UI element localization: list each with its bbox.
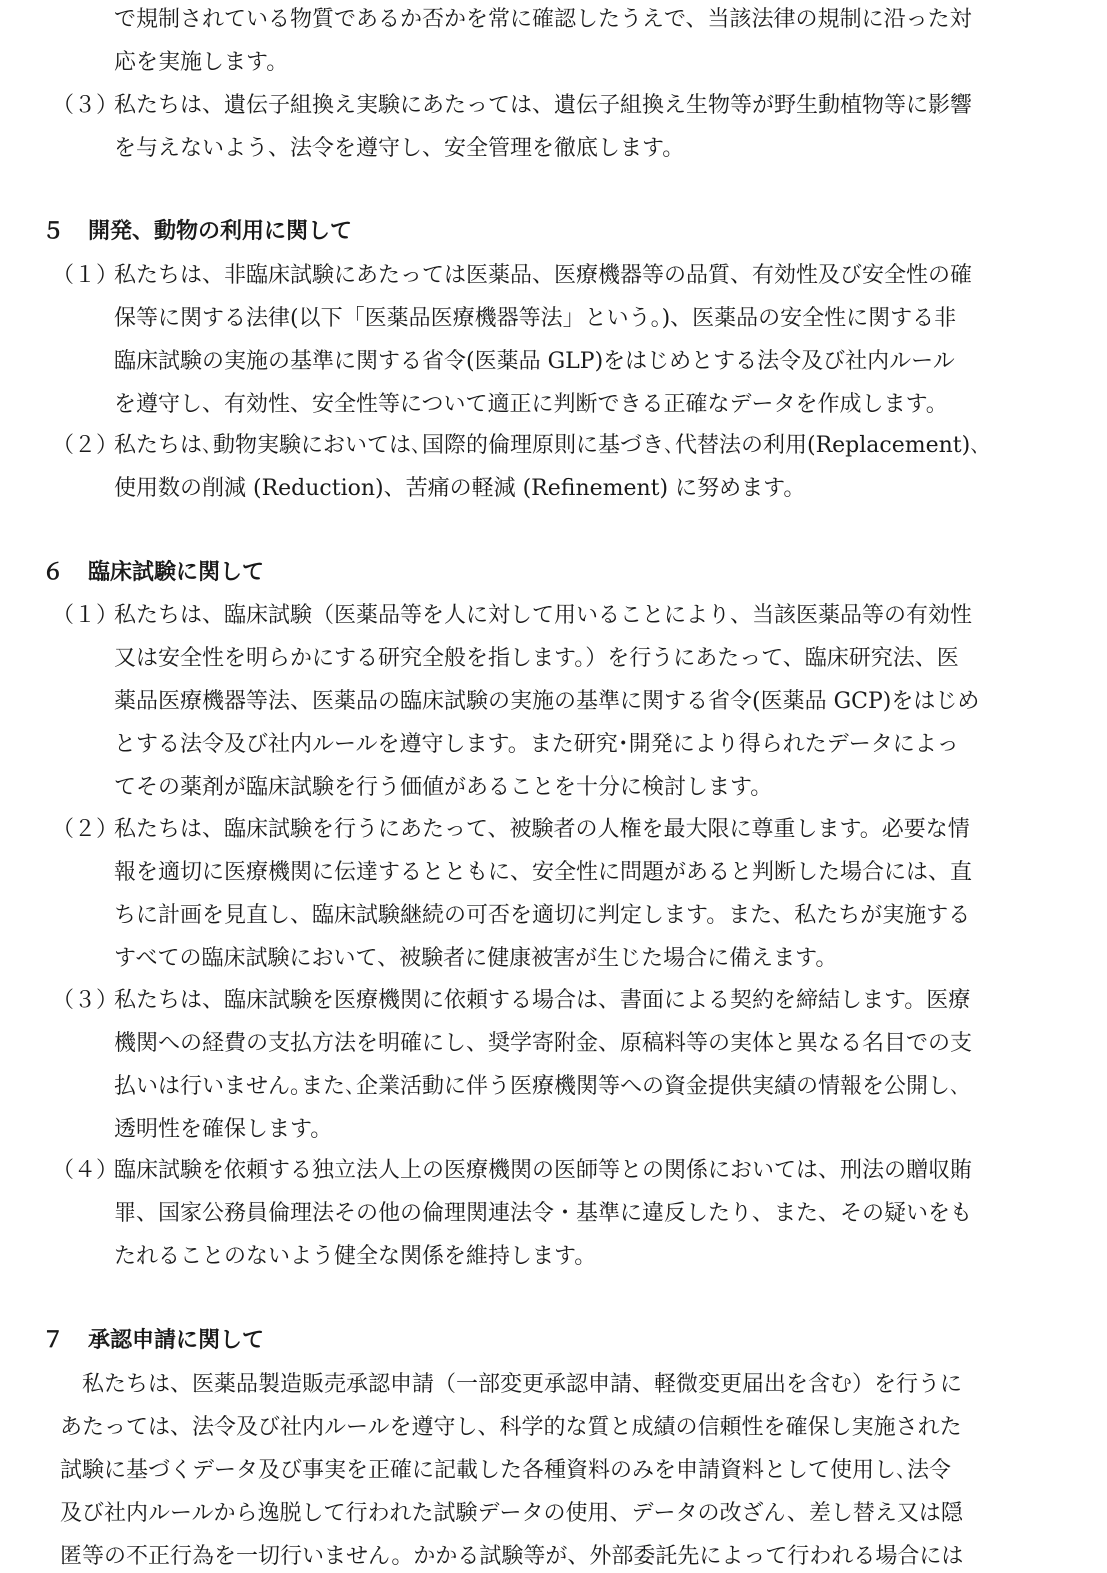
item-marker: （３） xyxy=(52,988,119,1013)
section-heading xyxy=(42,217,352,247)
body-paragraph xyxy=(60,1363,1075,1573)
text-line: 応を実施します。 xyxy=(114,50,289,75)
text-line: 私たちは、臨床試験を行うにあたって、被験者の人権を最大限に尊重します。必要な情 xyxy=(114,817,970,842)
list-item xyxy=(52,594,1074,809)
text-line: 又は安全性を明らかにする研究全般を指します。）を行うにあたって、臨床研究法、医 xyxy=(114,646,959,671)
item-marker: （１） xyxy=(52,603,119,628)
section-heading xyxy=(42,1326,264,1356)
item-marker: （４） xyxy=(52,1158,119,1183)
text-line: 匿等の不正行為を一切行いません。かかる試験等が、外部委託先によって行われる場合には xyxy=(60,1544,964,1569)
text-line: 私たちは､動物実験においては､国際的倫理原則に基づき､代替法の利用(Replacement)､ xyxy=(114,433,982,458)
text-line: すべての臨床試験において、被験者に健康被害が生じた場合に備えます。 xyxy=(114,946,838,971)
item-marker: （３） xyxy=(52,93,119,118)
text-line: 私たちは、臨床試験（医薬品等を人に対して用いることにより、当該医薬品等の有効性 xyxy=(114,603,973,628)
section-heading xyxy=(42,558,264,588)
text-line: で規制されている物質であるか否かを常に確認したうえで、当該法律の規制に沿った対 xyxy=(114,7,972,32)
text-line: 透明性を確保します。 xyxy=(114,1117,333,1142)
item-marker: （１） xyxy=(52,263,119,288)
text-line: 私たちは、臨床試験を医療機関に依頼する場合は、書面による契約を締結します。医療 xyxy=(114,988,971,1013)
item-marker: （２） xyxy=(52,817,119,842)
list-item xyxy=(52,254,1074,426)
section-number: ７ xyxy=(42,1328,65,1353)
continued-text xyxy=(114,0,1074,84)
text-line: 私たちは、非臨床試験にあたっては医薬品、医療機器等の品質、有効性及び安全性の確 xyxy=(114,263,973,288)
text-line: 私たちは、医薬品製造販売承認申請（一部変更承認申請、軽微変更届出を含む）を行うに xyxy=(60,1372,963,1397)
text-line: 試験に基づくデータ及び事実を正確に記載した各種資料のみを申請資料として使用し､法令 xyxy=(60,1458,952,1483)
text-line: たれることのないよう健全な関係を維持します。 xyxy=(114,1244,597,1269)
text-line: 保等に関する法律(以下「医薬品医療機器等法」という。)、医薬品の安全性に関する非 xyxy=(114,306,957,331)
text-line: 罪、国家公務員倫理法その他の倫理関連法令・基準に違反したり、また、その疑いをも xyxy=(114,1201,973,1226)
section-number: ５ xyxy=(42,219,65,244)
section-title: 承認申請に関して xyxy=(88,1328,265,1353)
section-number: ６ xyxy=(42,560,65,585)
text-line: 使用数の削減 (Reduction)、苦痛の軽減 (Refinement) に努めます。 xyxy=(114,476,806,501)
text-line: 及び社内ルールから逸脱して行われた試験データの使用、データの改ざん、差し替え又は隠 xyxy=(60,1501,963,1526)
text-line: を遵守し、有効性、安全性等について適正に判断できる正確なデータを作成します。 xyxy=(114,392,948,417)
text-line: 機関への経費の支払方法を明確にし、奨学寄附金、原稿料等の実体と異なる名目での支 xyxy=(114,1031,973,1056)
section-title: 臨床試験に関して xyxy=(88,560,265,585)
list-item xyxy=(52,1149,1074,1278)
section-title: 開発、動物の利用に関して xyxy=(88,219,353,244)
item-marker: （２） xyxy=(52,433,119,458)
text-line: を与えないよう、法令を遵守し、安全管理を徹底します。 xyxy=(114,136,685,161)
text-line: 報を適切に医療機関に伝達するとともに、安全性に問題があると判断した場合には、直 xyxy=(114,860,973,885)
text-line: てその薬剤が臨床試験を行う価値があることを十分に検討します。 xyxy=(114,775,773,800)
text-line: ちに計画を見直し、臨床試験継続の可否を適切に判定します。また、私たちが実施する xyxy=(114,903,971,928)
list-item xyxy=(52,424,1074,510)
text-line: とする法令及び社内ルールを遵守します。また研究･開発により得られたデータによっ xyxy=(114,732,959,757)
text-line: 臨床試験を依頼する独立法人上の医療機関の医師等との関係においては、刑法の贈収賄 xyxy=(114,1158,973,1183)
text-line: 臨床試験の実施の基準に関する省令(医薬品 GLP)をはじめとする法令及び社内ルール xyxy=(114,349,955,374)
text-line: 薬品医療機器等法、医薬品の臨床試験の実施の基準に関する省令(医薬品 GCP)をはじめ xyxy=(114,689,980,714)
text-line: 私たちは、遺伝子組換え実験にあたっては、遺伝子組換え生物等が野生動植物等に影響 xyxy=(114,93,973,118)
list-item xyxy=(52,84,1074,170)
list-item xyxy=(52,808,1074,980)
list-item xyxy=(52,979,1074,1151)
text-line: 払いは行いません｡また､企業活動に伴う医療機関等への資金提供実績の情報を公開し､ xyxy=(114,1074,962,1099)
text-line: あたっては、法令及び社内ルールを遵守し、科学的な質と成績の信頼性を確保し実施された xyxy=(60,1415,962,1440)
